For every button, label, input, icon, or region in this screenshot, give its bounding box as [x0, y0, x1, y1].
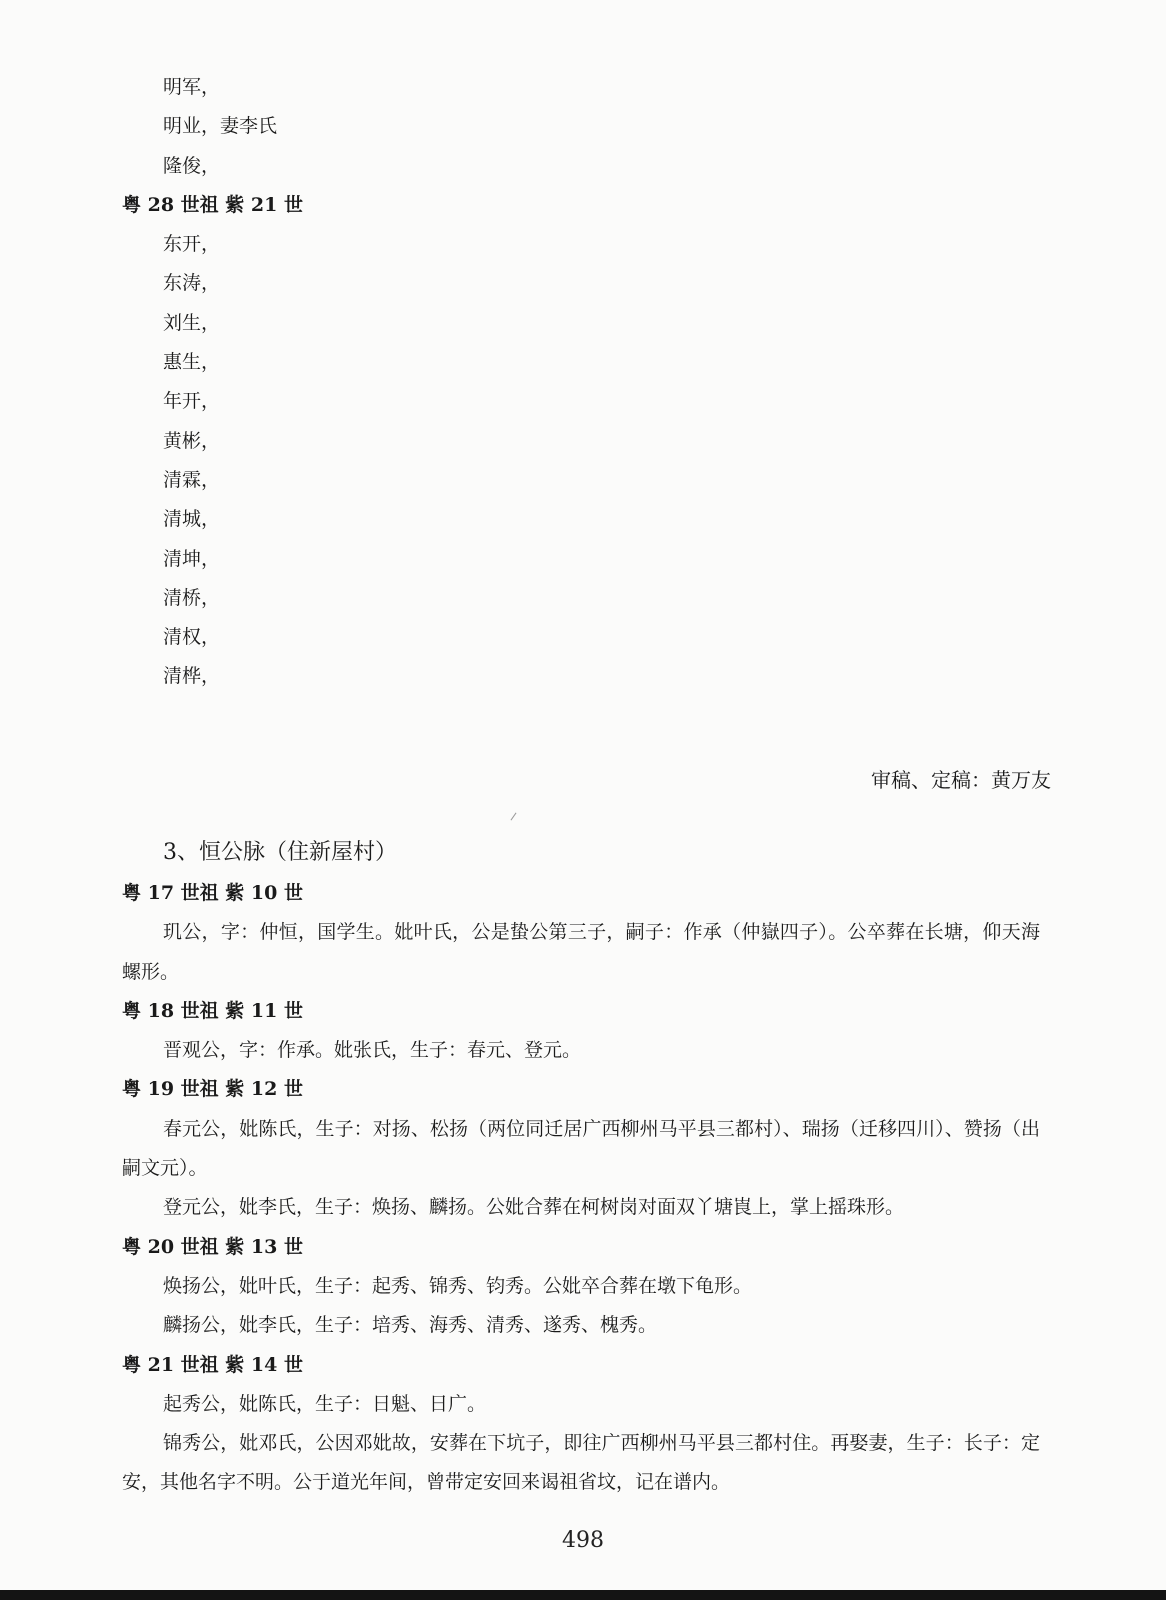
name-entry: 清桦， [163, 665, 221, 688]
name-entry: 清城， [163, 508, 221, 531]
name-entry: 清桥， [163, 586, 221, 609]
name-entry: 东涛， [163, 272, 221, 295]
genealogy-paragraph: 焕扬公，妣叶氏，生子：起秀、锦秀、钧秀。公妣卒合葬在墩下龟形。 [163, 1274, 753, 1297]
name-entry: 清坤， [163, 547, 221, 570]
lineage-body [0, 874, 1166, 1503]
scan-edge [0, 1590, 1166, 1600]
name-entry: 年开， [163, 390, 221, 413]
generation-heading: 粤 21 世祖 紫 14 世 [122, 1353, 303, 1376]
generation-heading: 粤 28 世祖 紫 21 世 [122, 193, 303, 216]
generation-heading: 粤 18 世祖 紫 11 世 [122, 999, 303, 1022]
name-entry: 清霖， [163, 468, 221, 491]
genealogy-paragraph: 麟扬公，妣李氏，生子：培秀、海秀、清秀、遂秀、槐秀。 [163, 1314, 658, 1337]
name-entry: 明业，妻李氏 [163, 115, 278, 138]
name-entry: 刘生， [163, 311, 221, 334]
page-number: 498 [562, 1528, 604, 1553]
section-heading: 3、恒公脉（住新屋村） [163, 840, 397, 865]
name-entry: 惠生， [163, 351, 221, 374]
name-entry: 黄彬， [163, 429, 221, 452]
genealogy-paragraph: 起秀公，妣陈氏，生子：日魁、日广。 [163, 1392, 487, 1415]
genealogy-paragraph: 春元公，妣陈氏，生子：对扬、松扬（两位同迁居广西柳州马平县三都村）、瑞扬（迁移四川）、赞扬（出嗣文元）。 [122, 1117, 1040, 1180]
generation-heading: 粤 19 世祖 紫 12 世 [122, 1078, 303, 1101]
lineage-list-top [0, 68, 1050, 697]
generation-heading: 粤 17 世祖 紫 10 世 [122, 882, 303, 904]
genealogy-paragraph: 锦秀公，妣邓氏，公因邓妣故，安葬在下坑子，即往广西柳州马平县三都村住。再娶妻，生子：长子：定安，其他名字不明。公于道光年间，曾带定安回来谒祖省坟，记在谱内。 [122, 1432, 1040, 1494]
name-entry: 隆俊， [163, 154, 221, 177]
genealogy-paragraph: 晋观公，字：作承。妣张氏，生子：春元、登元。 [163, 1039, 582, 1062]
generation-heading: 粤 20 世祖 紫 13 世 [122, 1235, 303, 1258]
genealogy-paragraph: 登元公，妣李氏，生子：焕扬、麟扬。公妣合葬在柯树岗对面双丫塘崀上，掌上摇珠形。 [163, 1196, 905, 1219]
name-entry: 明军， [163, 76, 221, 98]
reviewer-credit: 审稿、定稿：黄万友 [871, 768, 1051, 792]
scan-mark [511, 813, 517, 821]
genealogy-paragraph: 玑公，字：仲恒，国学生。妣叶氏，公是蛰公第三子，嗣子：作承（仲嶽四子）。公卒葬在长塘，仰天海螺形。 [122, 921, 1040, 983]
name-entry: 清权， [163, 626, 221, 649]
name-entry: 东开， [163, 233, 221, 256]
